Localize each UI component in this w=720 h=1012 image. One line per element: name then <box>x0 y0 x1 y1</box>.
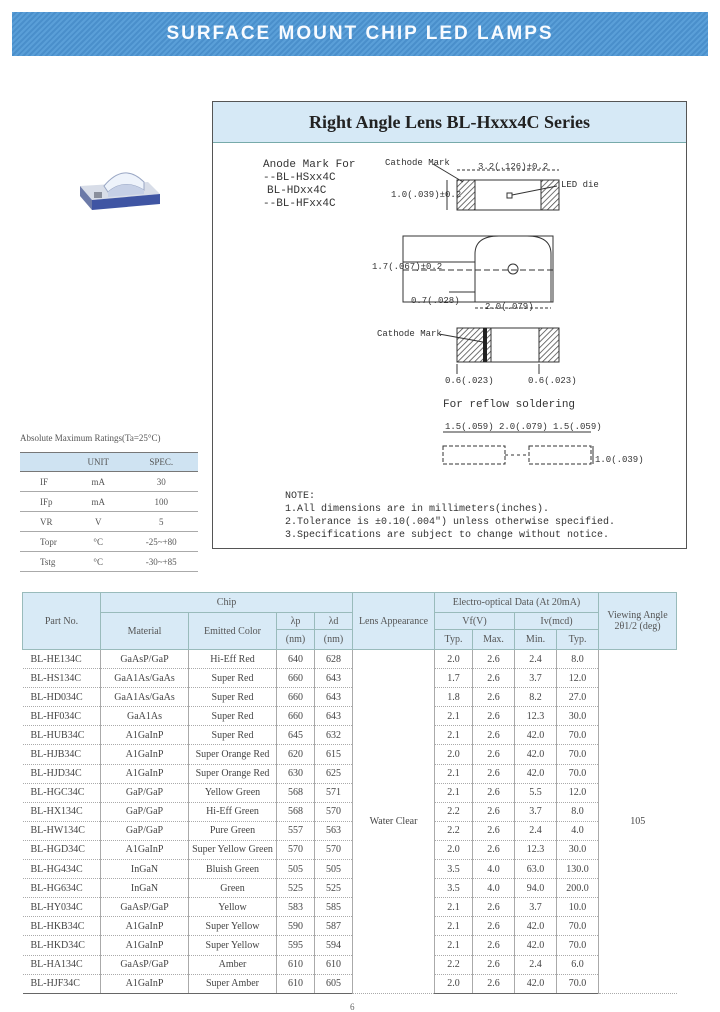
table-row: BL-HY034C GaAsP/GaP Yellow 583 585 2.1 2.6 3.7 10.0 <box>23 898 677 917</box>
viewing-angle-cell: 105 <box>599 650 677 994</box>
abs-max-row: IF mA 30 <box>20 472 198 492</box>
col-vf-max: Max. <box>473 630 515 650</box>
notes-title: NOTE: <box>285 491 316 502</box>
col-lambda-d: λd <box>315 613 353 630</box>
abs-max-row: Topr °C -25~+80 <box>20 532 198 552</box>
table-row: BL-HJF34C A1GaInP Super Amber 610 605 2.0 2.6 42.0 70.0 <box>23 974 677 993</box>
cathode-mark-label-bottom: Cathode Mark <box>377 329 442 339</box>
abs-max-header: UNIT SPEC. <box>20 453 198 472</box>
table-row: BL-HD034C GaA1As/GaAs Super Red 660 643 1.8 2.6 8.2 27.0 <box>23 688 677 707</box>
dim-height: 1.7(.067)±0.2 <box>372 262 443 272</box>
dim-pad-left: 0.6(.023) <box>445 376 494 386</box>
col-lens: Lens Appearance <box>353 593 435 650</box>
dim-lens: 2.0(.079) <box>485 302 534 312</box>
dim-width: 1.0(.039)±0.2 <box>391 190 462 200</box>
diagram-panel <box>212 101 687 549</box>
table-row: BL-HGC34C GaP/GaP Yellow Green 568 571 2.1 2.6 5.5 12.0 <box>23 783 677 802</box>
col-viewing-angle: Viewing Angle 2θ1/2 (deg) <box>599 593 677 650</box>
cathode-bar <box>483 328 487 362</box>
col-iv-min: Min. <box>515 630 557 650</box>
abs-max-title: Absolute Maximum Ratings(Ta=25°C) <box>20 433 161 443</box>
col-chip: Chip <box>101 593 353 613</box>
notes <box>285 490 615 542</box>
note-item: 2.Tolerance is ±0.10(.004") unless otherwise specified. <box>285 517 616 528</box>
dim-lens-offset: 0.7(.028) <box>411 296 460 306</box>
table-row: BL-HF034C GaA1As Super Red 660 643 2.1 2.6 12.3 30.0 <box>23 707 677 726</box>
col-vf: Vf(V) <box>435 613 515 630</box>
anode-mark-label: Anode Mark For --BL-HSxx4C BL-HDxx4C --BL-HFxx4C <box>263 159 356 210</box>
reflow-pad-right <box>529 446 591 464</box>
col-electro-optical: Electro-optical Data (At 20mA) <box>435 593 599 613</box>
abs-max-row: VR V 5 <box>20 512 198 532</box>
table-row: BL-HG634C InGaN Green 525 525 3.5 4.0 94.0 200.0 <box>23 879 677 898</box>
col-iv: Iv(mcd) <box>515 613 599 630</box>
led-product-image <box>74 164 164 212</box>
col-lambda-d-unit: (nm) <box>315 630 353 650</box>
reflow-pad-left <box>443 446 505 464</box>
reflow-dims: 1.5(.059) 2.0(.079) 1.5(.059) <box>445 422 602 432</box>
col-lambda-p: λp <box>277 613 315 630</box>
header-banner <box>12 12 708 56</box>
page-title: SURFACE MOUNT CHIP LED LAMPS <box>166 23 554 44</box>
top-pad-right <box>541 180 559 210</box>
col-part-no: Part No. <box>23 593 101 650</box>
col-vf-typ: Typ. <box>435 630 473 650</box>
table-row: BL-HX134C GaP/GaP Hi-Eff Green 568 570 2.2 2.6 3.7 8.0 <box>23 802 677 821</box>
spec-table <box>22 592 677 994</box>
led-die-label: LED die <box>561 180 599 190</box>
abs-max-row: Tstg °C -30~+85 <box>20 552 198 572</box>
abs-max-row: IFp mA 100 <box>20 492 198 512</box>
table-row: BL-HE134C GaAsP/GaP Hi-Eff Red 640 628 Water Clear 2.0 2.6 2.4 8.0 105 <box>23 650 677 669</box>
table-row: BL-HW134C GaP/GaP Pure Green 557 563 2.2 2.6 2.4 4.0 <box>23 821 677 840</box>
table-row: BL-HG434C InGaN Bluish Green 505 505 3.5 4.0 63.0 130.0 <box>23 860 677 879</box>
table-row: BL-HA134C GaAsP/GaP Amber 610 610 2.2 2.6 2.4 6.0 <box>23 955 677 974</box>
table-row: BL-HKB34C A1GaInP Super Yellow 590 587 2.1 2.6 42.0 70.0 <box>23 917 677 936</box>
cathode-mark-label-top: Cathode Mark <box>385 158 450 168</box>
col-lambda-p-unit: (nm) <box>277 630 315 650</box>
dim-length: 3.2(.126)±0.2 <box>478 162 549 172</box>
col-material: Material <box>101 613 189 650</box>
series-title: Right Angle Lens BL-Hxxx4C Series <box>213 102 686 143</box>
note-item: 3.Specifications are subject to change without notice. <box>285 530 610 541</box>
table-row: BL-HKD34C A1GaInP Super Yellow 595 594 2.1 2.6 42.0 70.0 <box>23 936 677 955</box>
dim-pad-right: 0.6(.023) <box>528 376 577 386</box>
col-emitted-color: Emitted Color <box>189 613 277 650</box>
page-number: 6 <box>350 1002 355 1012</box>
table-row: BL-HS134C GaA1As/GaAs Super Red 660 643 1.7 2.6 3.7 12.0 <box>23 669 677 688</box>
table-row: BL-HJD34C A1GaInP Super Orange Red 630 625 2.1 2.6 42.0 70.0 <box>23 764 677 783</box>
note-item: 1.All dimensions are in millimeters(inches). <box>285 504 550 515</box>
reflow-height: 1.0(.039) <box>595 455 644 465</box>
col-iv-typ: Typ. <box>557 630 599 650</box>
abs-max-table <box>20 452 198 572</box>
lens-appearance-cell: Water Clear <box>353 650 435 994</box>
bottom-pad-right <box>539 328 559 362</box>
reflow-title: For reflow soldering <box>443 399 576 411</box>
table-row: BL-HUB34C A1GaInP Super Red 645 632 2.1 2.6 42.0 70.0 <box>23 726 677 745</box>
table-row: BL-HJB34C A1GaInP Super Orange Red 620 615 2.0 2.6 42.0 70.0 <box>23 745 677 764</box>
table-row: BL-HGD34C A1GaInP Super Yellow Green 570 570 2.0 2.6 12.3 30.0 <box>23 840 677 859</box>
